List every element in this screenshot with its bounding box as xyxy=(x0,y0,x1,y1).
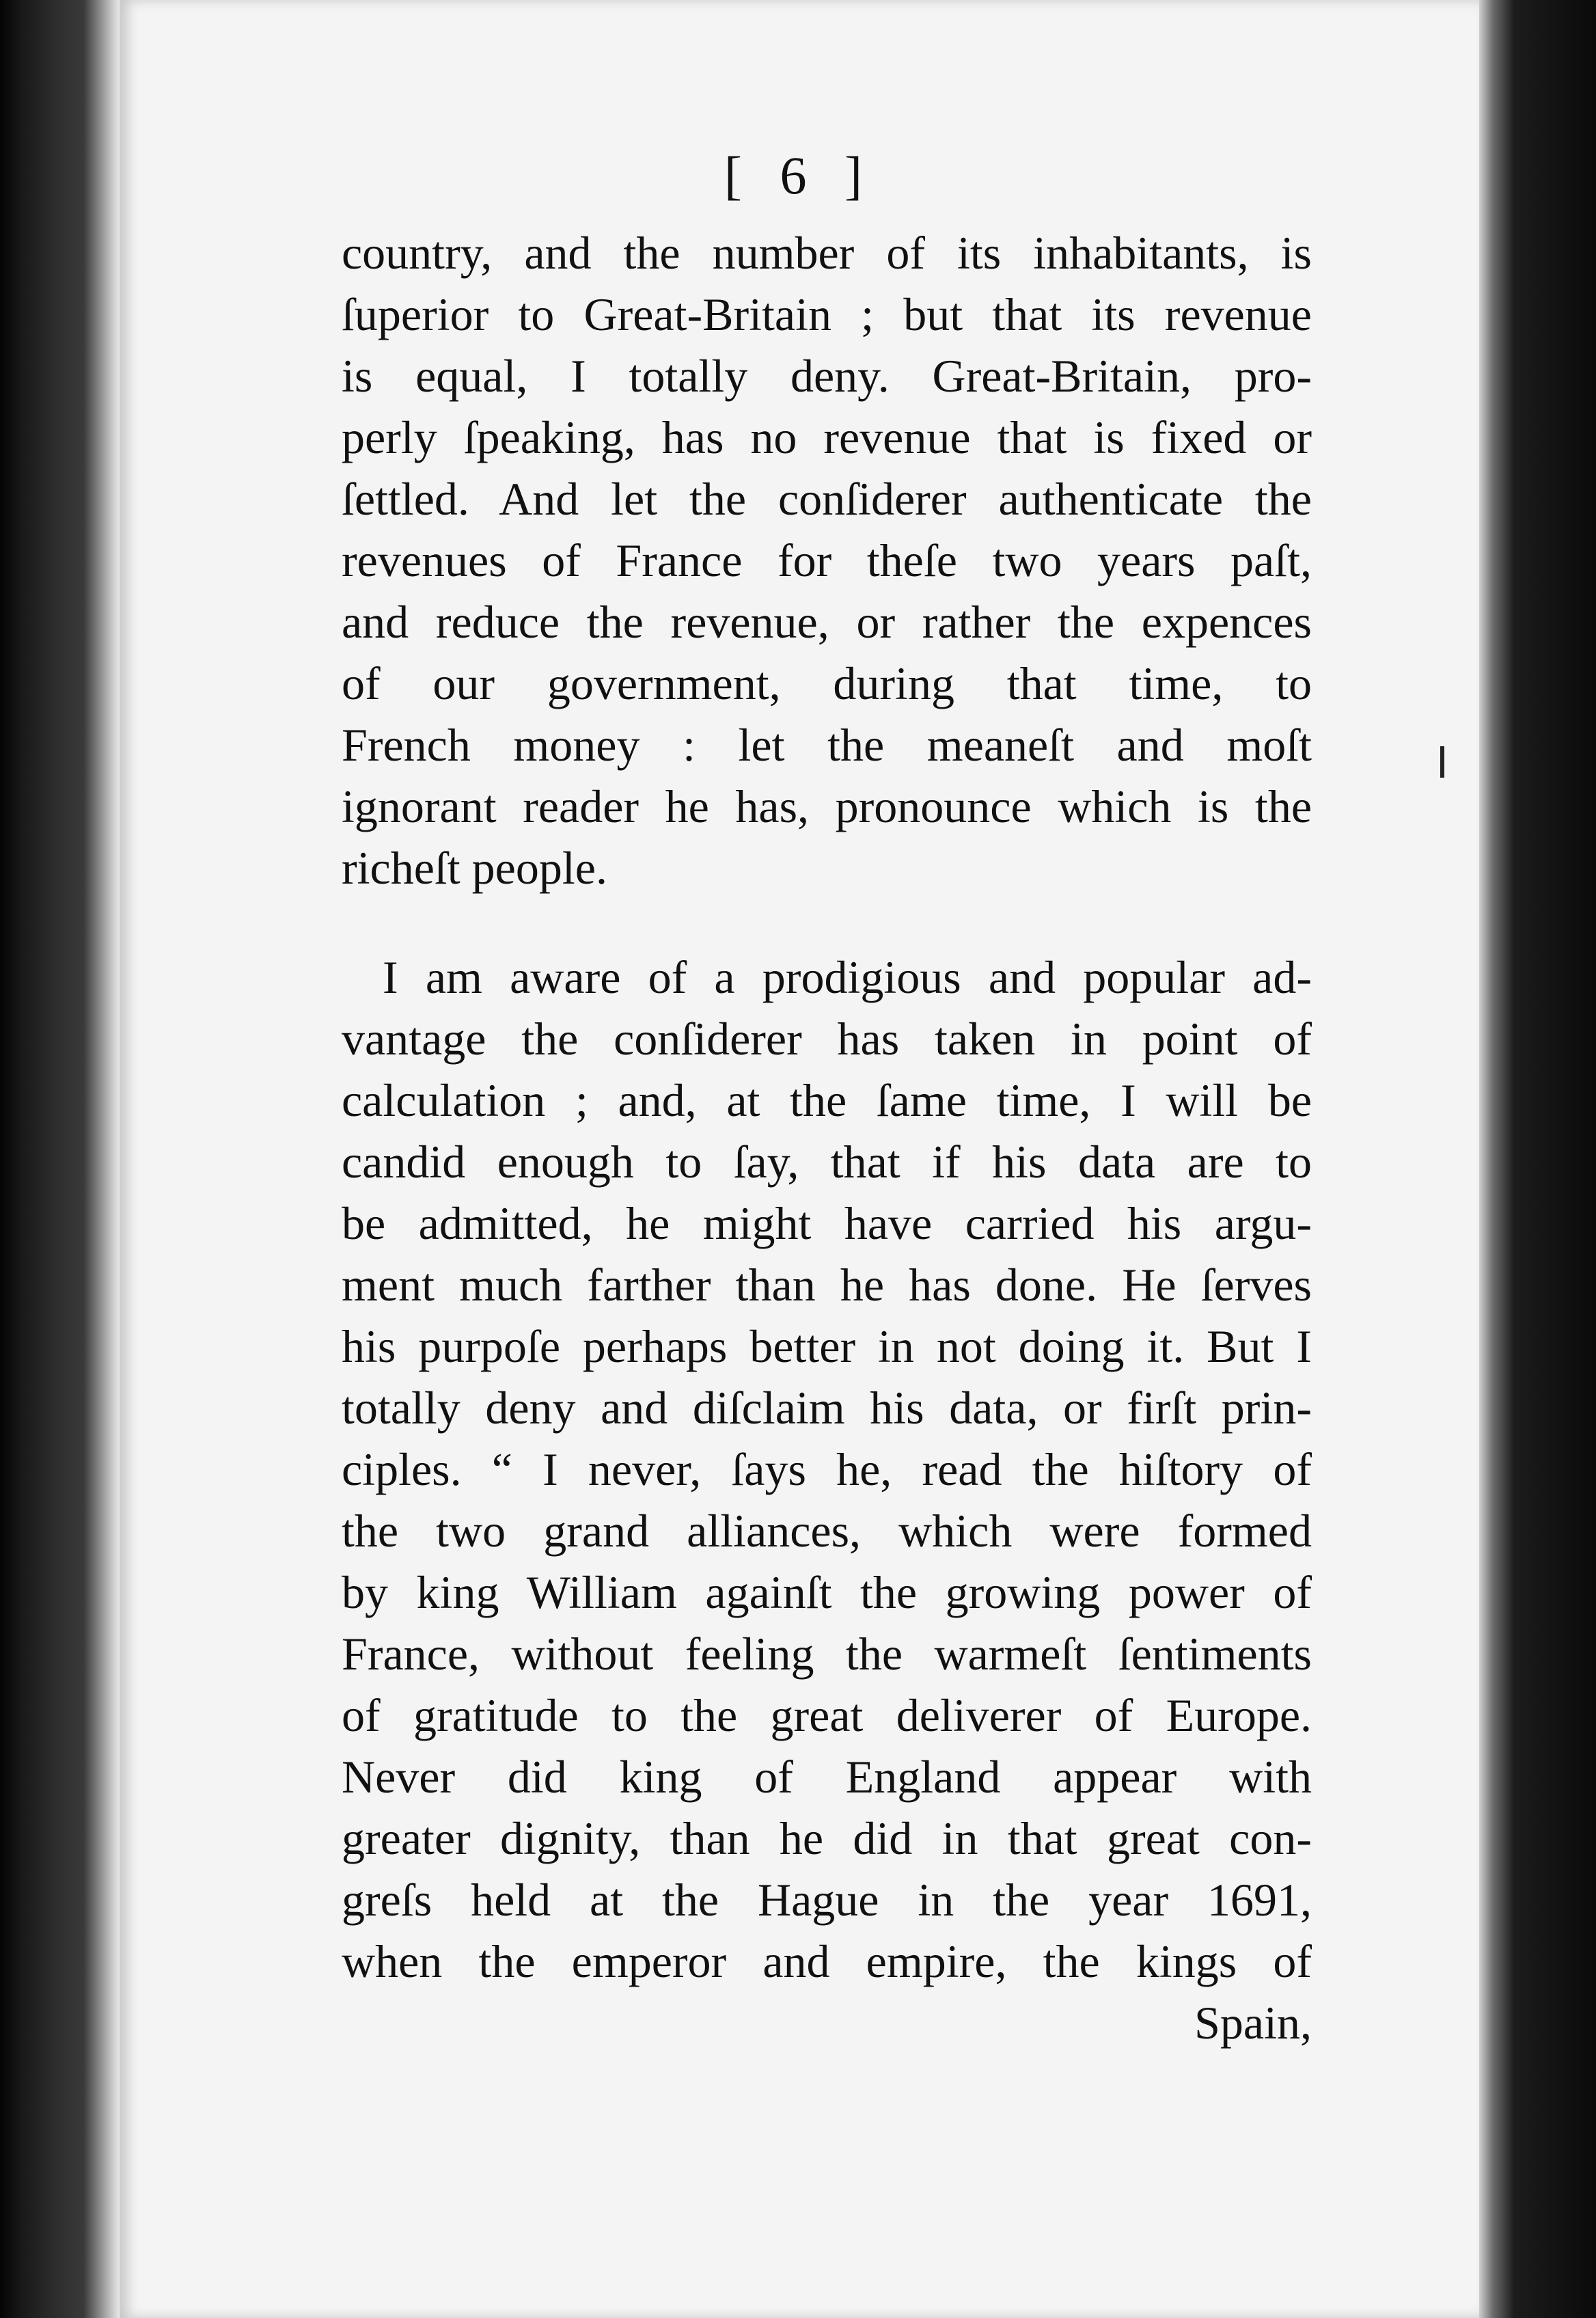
ink-mark xyxy=(1440,746,1444,778)
text-line: calculation ; and, at the ſame time, I will be xyxy=(342,1074,1312,1126)
text-line: of our government, during that time, to xyxy=(342,657,1312,709)
catchword: Spain, xyxy=(1194,1997,1312,2049)
next-page-edge xyxy=(1479,0,1596,2318)
text-line: is equal, I totally deny. Great-Britain, pro- xyxy=(342,350,1312,402)
text-line: be admitted, he might have carried his argu- xyxy=(342,1197,1312,1249)
text-line: Never did king of England appear with xyxy=(342,1751,1312,1803)
text-line: totally deny and diſclaim his data, or firſt prin- xyxy=(342,1382,1312,1434)
text-line: France, without feeling the warmeſt ſentiments xyxy=(342,1628,1312,1680)
text-line: I am aware of a prodigious and popular ad- xyxy=(383,951,1312,1003)
text-line: candid enough to ſay, that if his data are to xyxy=(342,1136,1312,1188)
body-text xyxy=(342,222,1312,2054)
text-line: French money : let the meaneſt and moſt xyxy=(342,719,1312,771)
text-line: his purpoſe perhaps better in not doing it. But I xyxy=(342,1320,1312,1372)
text-line: vantage the conſiderer has taken in point of xyxy=(342,1013,1312,1065)
paragraph-2 xyxy=(342,946,1312,1992)
text-line: richeſt people. xyxy=(342,842,607,894)
text-line: country, and the number of its inhabitants, is xyxy=(342,227,1312,279)
text-line: revenues of France for theſe two years paſt, xyxy=(342,534,1312,586)
text-line: greater dignity, than he did in that great con- xyxy=(342,1812,1312,1864)
text-line: greſs held at the Hague in the year 1691, xyxy=(342,1874,1312,1926)
text-line: perly ſpeaking, has no revenue that is fixed or xyxy=(342,411,1312,463)
text-line: ſuperior to Great-Britain ; but that its revenue xyxy=(342,288,1312,340)
paragraph-gap xyxy=(342,899,1312,946)
text-line: by king William againſt the growing power of xyxy=(342,1566,1312,1618)
text-line: ignorant reader he has, pronounce which is the xyxy=(342,780,1312,832)
page-number: [ 6 ] xyxy=(724,146,875,205)
text-line: the two grand alliances, which were formed xyxy=(342,1505,1312,1557)
paragraph-1 xyxy=(342,222,1312,899)
text-line: when the emperor and empire, the kings of xyxy=(342,1935,1312,1987)
text-line: and reduce the revenue, or rather the expences xyxy=(342,596,1312,648)
text-line: ciples. “ I never, ſays he, read the hiſtory of xyxy=(342,1443,1312,1495)
book-binding-shadow xyxy=(0,0,120,2318)
text-line: ment much farther than he has done. He ſerves xyxy=(342,1259,1312,1311)
text-line: ſettled. And let the conſiderer authenticate the xyxy=(342,473,1312,525)
text-line: of gratitude to the great deliverer of Europe. xyxy=(342,1689,1312,1741)
